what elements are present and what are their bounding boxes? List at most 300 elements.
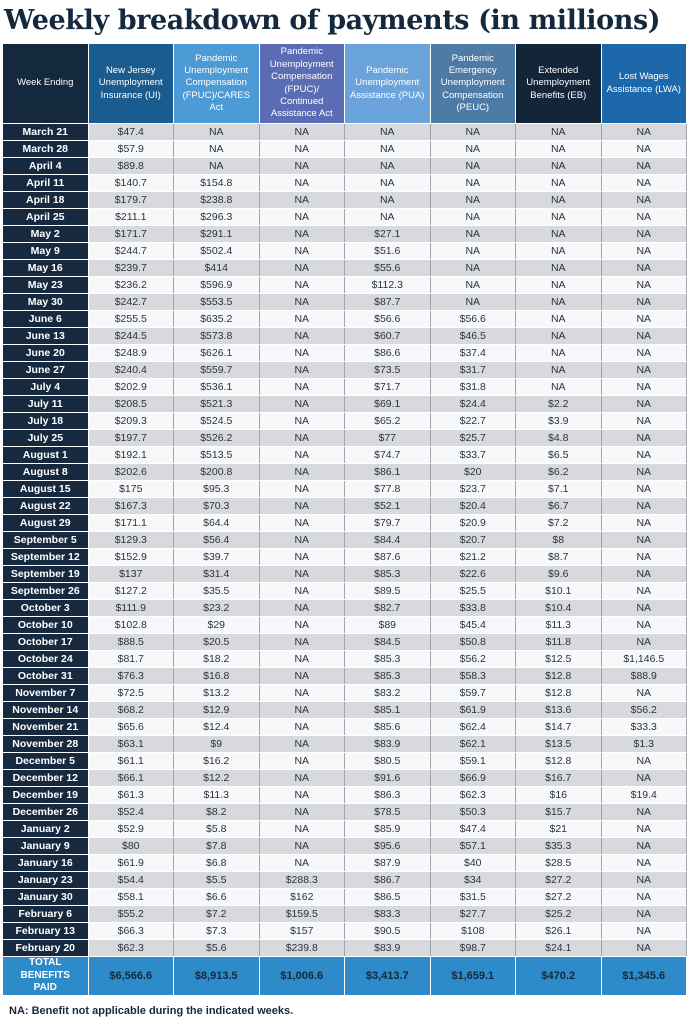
week-ending-cell: June 6	[3, 311, 89, 328]
payment-cell: NA	[516, 260, 602, 277]
week-ending-cell: December 19	[3, 787, 89, 804]
table-row	[3, 243, 687, 260]
week-ending-cell: May 2	[3, 226, 89, 243]
week-ending-cell: December 26	[3, 804, 89, 821]
payment-cell: $77	[345, 430, 431, 447]
payment-cell: $112.3	[345, 277, 431, 294]
table-row	[3, 702, 687, 719]
payment-cell: NA	[345, 192, 431, 209]
payment-cell: $61.3	[88, 787, 174, 804]
payment-cell: NA	[601, 940, 687, 957]
week-ending-cell: April 4	[3, 158, 89, 175]
payment-cell: $87.6	[345, 549, 431, 566]
payment-cell: NA	[259, 515, 345, 532]
week-ending-cell: August 15	[3, 481, 89, 498]
table-row	[3, 260, 687, 277]
payment-cell: NA	[601, 634, 687, 651]
payment-cell: NA	[601, 243, 687, 260]
payment-cell: NA	[601, 277, 687, 294]
payment-cell: $51.6	[345, 243, 431, 260]
week-ending-cell: March 28	[3, 141, 89, 158]
payment-cell: $152.9	[88, 549, 174, 566]
payment-cell: $27.1	[345, 226, 431, 243]
payment-cell: NA	[259, 328, 345, 345]
payment-cell: NA	[174, 141, 260, 158]
payment-cell: $20.9	[430, 515, 516, 532]
payment-cell: $57.9	[88, 141, 174, 158]
week-ending-cell: May 30	[3, 294, 89, 311]
payment-cell: $2.2	[516, 396, 602, 413]
header-row	[3, 44, 687, 124]
payment-cell: $1.3	[601, 736, 687, 753]
payment-cell: $85.3	[345, 651, 431, 668]
payment-cell: $573.8	[174, 328, 260, 345]
payment-cell: NA	[516, 226, 602, 243]
payment-cell: $66.3	[88, 923, 174, 940]
payment-cell: $202.9	[88, 379, 174, 396]
payment-cell: NA	[601, 923, 687, 940]
payment-cell: $108	[430, 923, 516, 940]
week-ending-cell: September 12	[3, 549, 89, 566]
payment-cell: NA	[259, 226, 345, 243]
payment-cell: NA	[601, 447, 687, 464]
payment-cell: NA	[259, 668, 345, 685]
week-ending-cell: August 1	[3, 447, 89, 464]
week-ending-cell: October 17	[3, 634, 89, 651]
table-row	[3, 362, 687, 379]
payment-cell: NA	[174, 124, 260, 141]
table-body	[3, 124, 687, 957]
payment-cell: $242.7	[88, 294, 174, 311]
payment-cell: NA	[259, 260, 345, 277]
column-header-1: New Jersey Unemployment Insurance (UI)	[88, 44, 174, 124]
payment-cell: $12.8	[516, 668, 602, 685]
table-row	[3, 651, 687, 668]
payment-cell: $6.2	[516, 464, 602, 481]
payment-cell: NA	[259, 634, 345, 651]
payment-cell: NA	[601, 175, 687, 192]
payment-cell: $154.8	[174, 175, 260, 192]
payment-cell: NA	[516, 243, 602, 260]
payment-cell: $162	[259, 889, 345, 906]
week-ending-cell: July 25	[3, 430, 89, 447]
payment-cell: NA	[259, 600, 345, 617]
payment-cell: NA	[259, 804, 345, 821]
payment-cell: $596.9	[174, 277, 260, 294]
payment-cell: NA	[601, 821, 687, 838]
payment-cell: $211.1	[88, 209, 174, 226]
payment-cell: $62.3	[430, 787, 516, 804]
payment-cell: $47.4	[88, 124, 174, 141]
payment-cell: NA	[259, 617, 345, 634]
payment-cell: $239.8	[259, 940, 345, 957]
table-row	[3, 923, 687, 940]
payment-cell: $502.4	[174, 243, 260, 260]
week-ending-cell: May 16	[3, 260, 89, 277]
table-row	[3, 821, 687, 838]
table-row	[3, 515, 687, 532]
payment-cell: $13.6	[516, 702, 602, 719]
table-row	[3, 634, 687, 651]
payment-cell: NA	[601, 192, 687, 209]
payment-cell: $524.5	[174, 413, 260, 430]
payment-cell: $8.2	[174, 804, 260, 821]
weekly-payments-table	[2, 43, 687, 996]
payment-cell: NA	[601, 430, 687, 447]
payment-cell: $18.2	[174, 651, 260, 668]
payment-cell: $16.2	[174, 753, 260, 770]
payment-cell: $20	[430, 464, 516, 481]
table-row	[3, 787, 687, 804]
payment-cell: $59.7	[430, 685, 516, 702]
table-row	[3, 872, 687, 889]
payment-cell: NA	[601, 906, 687, 923]
payment-cell: NA	[259, 549, 345, 566]
payment-cell: $197.7	[88, 430, 174, 447]
payment-cell: $47.4	[430, 821, 516, 838]
payment-cell: NA	[259, 379, 345, 396]
payment-cell: $248.9	[88, 345, 174, 362]
payment-cell: $22.6	[430, 566, 516, 583]
payment-cell: $244.5	[88, 328, 174, 345]
payment-cell: $85.3	[345, 668, 431, 685]
payment-cell: NA	[259, 209, 345, 226]
payment-cell: NA	[259, 141, 345, 158]
week-ending-cell: May 23	[3, 277, 89, 294]
payment-cell: $7.8	[174, 838, 260, 855]
payment-cell: $137	[88, 566, 174, 583]
payment-cell: $80.5	[345, 753, 431, 770]
payment-cell: $240.4	[88, 362, 174, 379]
table-row	[3, 158, 687, 175]
payment-cell: NA	[516, 311, 602, 328]
payment-cell: NA	[259, 362, 345, 379]
payment-cell: NA	[601, 566, 687, 583]
payment-cell: $73.5	[345, 362, 431, 379]
total-value-cell: $1,659.1	[430, 957, 516, 996]
payment-cell: $57.1	[430, 838, 516, 855]
payment-cell: NA	[601, 328, 687, 345]
payment-cell: $6.6	[174, 889, 260, 906]
payment-cell: $14.7	[516, 719, 602, 736]
table-row	[3, 141, 687, 158]
payment-cell: $29	[174, 617, 260, 634]
payment-cell: NA	[259, 787, 345, 804]
payment-cell: NA	[601, 549, 687, 566]
payment-cell: NA	[516, 277, 602, 294]
payment-cell: NA	[259, 855, 345, 872]
payment-cell: NA	[430, 192, 516, 209]
payment-cell: $288.3	[259, 872, 345, 889]
payment-cell: $64.4	[174, 515, 260, 532]
week-ending-cell: November 21	[3, 719, 89, 736]
payment-cell: NA	[601, 498, 687, 515]
week-ending-cell: January 9	[3, 838, 89, 855]
payment-cell: $19.4	[601, 787, 687, 804]
payment-cell: $37.4	[430, 345, 516, 362]
payment-cell: $175	[88, 481, 174, 498]
total-row	[3, 957, 687, 996]
payment-cell: NA	[516, 362, 602, 379]
payment-cell: NA	[259, 770, 345, 787]
table-row	[3, 379, 687, 396]
payment-cell: $296.3	[174, 209, 260, 226]
payment-cell: $72.5	[88, 685, 174, 702]
payment-cell: NA	[259, 719, 345, 736]
payment-cell: $244.7	[88, 243, 174, 260]
table-row	[3, 464, 687, 481]
payment-cell: $95.3	[174, 481, 260, 498]
payment-cell: NA	[259, 753, 345, 770]
payment-cell: $9.6	[516, 566, 602, 583]
payment-cell: $40	[430, 855, 516, 872]
payment-cell: $83.9	[345, 940, 431, 957]
total-value-cell: $1,006.6	[259, 957, 345, 996]
payment-cell: $6.7	[516, 498, 602, 515]
payment-cell: $86.3	[345, 787, 431, 804]
payment-cell: NA	[601, 260, 687, 277]
payment-cell: NA	[259, 345, 345, 362]
payment-cell: NA	[259, 464, 345, 481]
table-row	[3, 413, 687, 430]
column-header-5: Pandemic Emergency Unemployment Compensation (PEUC)	[430, 44, 516, 124]
payment-cell: $82.7	[345, 600, 431, 617]
payment-cell: $83.2	[345, 685, 431, 702]
payment-cell: NA	[259, 124, 345, 141]
payment-cell: $88.5	[88, 634, 174, 651]
payment-cell: NA	[259, 566, 345, 583]
payment-cell: NA	[430, 175, 516, 192]
payment-cell: NA	[601, 617, 687, 634]
payment-cell: $83.3	[345, 906, 431, 923]
table-footer	[3, 957, 687, 996]
payment-cell: NA	[601, 753, 687, 770]
table-row	[3, 345, 687, 362]
payment-cell: NA	[601, 889, 687, 906]
payment-cell: $16	[516, 787, 602, 804]
payment-cell: NA	[259, 243, 345, 260]
payment-cell: $3.9	[516, 413, 602, 430]
week-ending-cell: August 29	[3, 515, 89, 532]
payment-cell: $6.5	[516, 447, 602, 464]
payment-cell: NA	[601, 362, 687, 379]
payment-cell: $27.2	[516, 889, 602, 906]
payment-cell: NA	[259, 651, 345, 668]
payment-cell: NA	[601, 515, 687, 532]
payment-cell: NA	[601, 379, 687, 396]
payment-cell: $85.3	[345, 566, 431, 583]
table-row	[3, 804, 687, 821]
payment-cell: $31.5	[430, 889, 516, 906]
payment-cell: $13.5	[516, 736, 602, 753]
payment-cell: NA	[601, 294, 687, 311]
payment-cell: $62.3	[88, 940, 174, 957]
payment-cell: NA	[259, 583, 345, 600]
table-row	[3, 838, 687, 855]
payment-cell: $5.8	[174, 821, 260, 838]
payment-cell: $513.5	[174, 447, 260, 464]
payment-cell: $171.7	[88, 226, 174, 243]
total-value-cell: $470.2	[516, 957, 602, 996]
payment-cell: $68.2	[88, 702, 174, 719]
payment-cell: $52.9	[88, 821, 174, 838]
payment-cell: $56.6	[430, 311, 516, 328]
payment-cell: $85.6	[345, 719, 431, 736]
payment-cell: $13.2	[174, 685, 260, 702]
payment-cell: $7.2	[174, 906, 260, 923]
payment-cell: $69.1	[345, 396, 431, 413]
total-value-cell: $3,413.7	[345, 957, 431, 996]
payment-cell: $21.2	[430, 549, 516, 566]
payment-cell: $31.7	[430, 362, 516, 379]
payment-cell: $7.3	[174, 923, 260, 940]
week-ending-cell: February 6	[3, 906, 89, 923]
payment-cell: $200.8	[174, 464, 260, 481]
table-row	[3, 855, 687, 872]
payment-cell: $56.6	[345, 311, 431, 328]
payment-cell: $12.2	[174, 770, 260, 787]
table-row	[3, 940, 687, 957]
payment-cell: $39.7	[174, 549, 260, 566]
payment-cell: $87.7	[345, 294, 431, 311]
column-header-6: Extended Unemployment Benefits (EB)	[516, 44, 602, 124]
column-header-7: Lost Wages Assistance (LWA)	[601, 44, 687, 124]
payment-cell: $34	[430, 872, 516, 889]
table-row	[3, 600, 687, 617]
payment-cell: $89.5	[345, 583, 431, 600]
payment-cell: $89	[345, 617, 431, 634]
week-ending-cell: September 5	[3, 532, 89, 549]
table-row	[3, 566, 687, 583]
payment-cell: $25.7	[430, 430, 516, 447]
payment-cell: $55.6	[345, 260, 431, 277]
payment-cell: NA	[259, 702, 345, 719]
payment-cell: $52.4	[88, 804, 174, 821]
payment-cell: $10.4	[516, 600, 602, 617]
payment-cell: $553.5	[174, 294, 260, 311]
table-row	[3, 753, 687, 770]
week-ending-cell: April 11	[3, 175, 89, 192]
payment-cell: $102.8	[88, 617, 174, 634]
payment-cell: $84.5	[345, 634, 431, 651]
table-row	[3, 396, 687, 413]
payment-cell: NA	[259, 498, 345, 515]
payment-cell: NA	[259, 447, 345, 464]
payment-cell: $20.5	[174, 634, 260, 651]
table-row	[3, 328, 687, 345]
payment-cell: $83.9	[345, 736, 431, 753]
payment-cell: $91.6	[345, 770, 431, 787]
week-ending-cell: October 10	[3, 617, 89, 634]
payment-cell: NA	[601, 872, 687, 889]
payment-cell: NA	[516, 294, 602, 311]
week-ending-cell: April 25	[3, 209, 89, 226]
table-row	[3, 889, 687, 906]
payment-cell: NA	[430, 141, 516, 158]
payment-cell: NA	[601, 770, 687, 787]
table-row	[3, 175, 687, 192]
table-row	[3, 549, 687, 566]
payment-cell: $33.7	[430, 447, 516, 464]
column-header-2: Pandemic Unemployment Compensation (FPUC)/CARES Act	[174, 44, 260, 124]
week-ending-cell: April 18	[3, 192, 89, 209]
payment-cell: NA	[259, 413, 345, 430]
payment-cell: $10.1	[516, 583, 602, 600]
payment-cell: $71.7	[345, 379, 431, 396]
week-ending-cell: August 8	[3, 464, 89, 481]
total-value-cell: $6,566.6	[88, 957, 174, 996]
payment-cell: NA	[601, 141, 687, 158]
payment-cell: NA	[516, 345, 602, 362]
table-row	[3, 124, 687, 141]
payment-cell: NA	[259, 158, 345, 175]
payment-cell: NA	[430, 124, 516, 141]
table-row	[3, 668, 687, 685]
payment-cell: NA	[601, 583, 687, 600]
payment-cell: NA	[601, 158, 687, 175]
table-row	[3, 481, 687, 498]
payment-cell: $59.1	[430, 753, 516, 770]
payment-cell: $89.8	[88, 158, 174, 175]
payment-cell: NA	[430, 226, 516, 243]
payment-cell: $192.1	[88, 447, 174, 464]
week-ending-cell: December 5	[3, 753, 89, 770]
week-ending-cell: February 13	[3, 923, 89, 940]
payment-cell: $31.8	[430, 379, 516, 396]
payment-cell: NA	[601, 124, 687, 141]
payment-cell: $95.6	[345, 838, 431, 855]
week-ending-cell: December 12	[3, 770, 89, 787]
payment-cell: NA	[601, 855, 687, 872]
payment-cell: NA	[259, 277, 345, 294]
payment-cell: $62.1	[430, 736, 516, 753]
payment-cell: $25.5	[430, 583, 516, 600]
payment-cell: NA	[430, 243, 516, 260]
payment-cell: NA	[516, 124, 602, 141]
payment-cell: NA	[430, 294, 516, 311]
payment-cell: $86.7	[345, 872, 431, 889]
payment-cell: $521.3	[174, 396, 260, 413]
payment-cell: $255.5	[88, 311, 174, 328]
payment-cell: $20.7	[430, 532, 516, 549]
payment-cell: $626.1	[174, 345, 260, 362]
payment-cell: NA	[345, 158, 431, 175]
payment-cell: $60.7	[345, 328, 431, 345]
payment-cell: $62.4	[430, 719, 516, 736]
payment-cell: $414	[174, 260, 260, 277]
payment-cell: $526.2	[174, 430, 260, 447]
table-row	[3, 583, 687, 600]
payment-cell: NA	[516, 192, 602, 209]
week-ending-cell: August 22	[3, 498, 89, 515]
column-header-3: Pandemic Unemployment Compensation (FPUC)/ Continued Assistance Act	[259, 44, 345, 124]
payment-cell: $16.8	[174, 668, 260, 685]
payment-cell: $11.3	[516, 617, 602, 634]
week-ending-cell: October 24	[3, 651, 89, 668]
payment-cell: $78.5	[345, 804, 431, 821]
payment-cell: $239.7	[88, 260, 174, 277]
column-header-4: Pandemic Unemployment Assistance (PUA)	[345, 44, 431, 124]
table-row	[3, 209, 687, 226]
payment-cell: NA	[516, 328, 602, 345]
payment-cell: $88.9	[601, 668, 687, 685]
payment-cell: $7.1	[516, 481, 602, 498]
payment-cell: $90.5	[345, 923, 431, 940]
week-ending-cell: July 11	[3, 396, 89, 413]
table-row	[3, 226, 687, 243]
payment-cell: $8	[516, 532, 602, 549]
payment-cell: NA	[345, 124, 431, 141]
